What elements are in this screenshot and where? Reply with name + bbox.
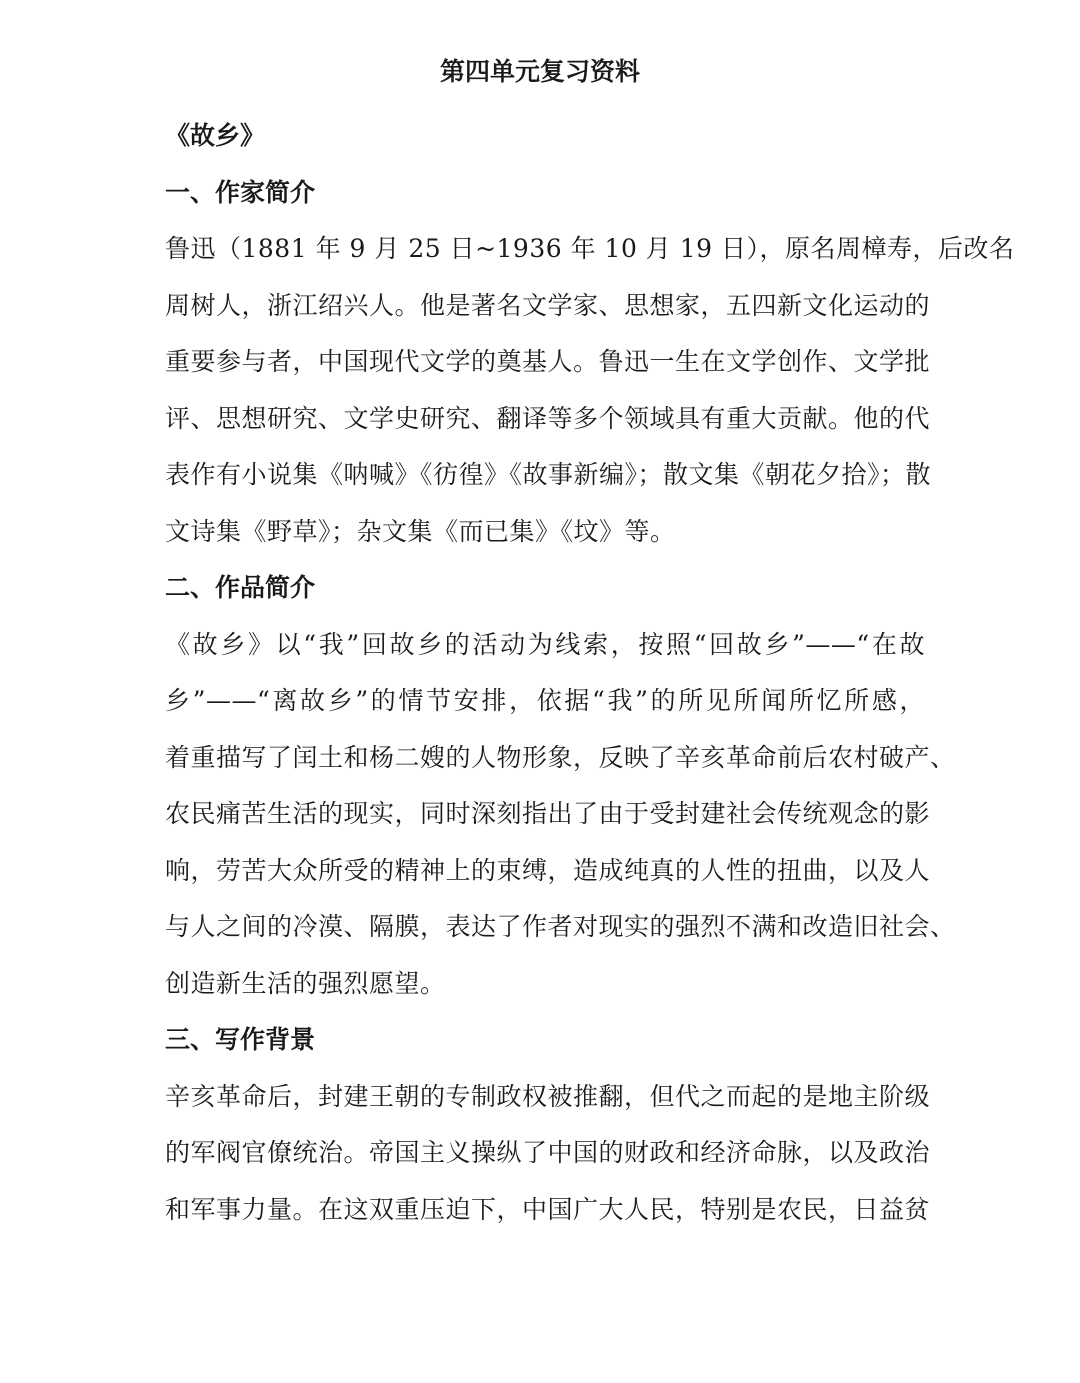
paragraph-line: 重要参与者，中国现代文学的奠基人。鲁迅一生在文学创作、文学批: [165, 347, 931, 376]
paragraph-line: 表作有小说集《呐喊》《彷徨》《故事新编》；散文集《朝花夕拾》；散: [165, 460, 932, 489]
paragraph-line: 乡”——“离故乡”的情节安排，依据“我”的所见所闻所忆所感，: [165, 686, 925, 715]
section-body-background: [165, 1069, 931, 1239]
paragraph-line: 着重描写了闰土和杨二嫂的人物形象，反映了辛亥革命前后农村破产、: [165, 742, 956, 772]
section-body-work: [165, 617, 956, 1013]
paragraph-line: 与人之间的冷漠、隔膜，表达了作者对现实的强烈不满和改造旧社会、: [165, 912, 956, 941]
paragraph-line: 和军事力量。在这双重压迫下，中国广大人民，特别是农民，日益贫: [165, 1194, 931, 1224]
paragraph-line: 的军阀官僚统治。帝国主义操纵了中国的财政和经济命脉，以及政治: [165, 1138, 931, 1167]
document-content: [165, 108, 1015, 1238]
paragraph-line: 创造新生活的强烈愿望。: [165, 968, 446, 998]
section-heading-background: 三、写作背景: [165, 1025, 316, 1054]
paragraph-line: 鲁迅（1881 年 9 月 25 日~1936 年 10 月 19 日），原名周樟寿，后改名: [165, 234, 1015, 263]
paragraph-line: 辛亥革命后，封建王朝的专制政权被推翻，但代之而起的是地主阶级: [165, 1081, 931, 1111]
document-title: 第四单元复习资料: [439, 57, 640, 86]
section-heading-author: 一、作家简介: [165, 177, 316, 207]
section-heading-work: 二、作品简介: [165, 573, 316, 602]
paragraph-line: 文诗集《野草》；杂文集《而已集》《坟》等。: [165, 516, 676, 546]
paragraph-line: 周树人，浙江绍兴人。他是著名文学家、思想家，五四新文化运动的: [165, 290, 931, 320]
paragraph-line: 评、思想研究、文学史研究、翻译等多个领域具有重大贡献。他的代: [165, 403, 931, 433]
paragraph-line: 《故乡》以“我”回故乡的活动为线索，按照“回故乡”——“在故: [165, 629, 925, 659]
article-title: 《故乡》: [165, 121, 266, 150]
section-body-author: [165, 221, 1015, 560]
paragraph-line: 响，劳苦大众所受的精神上的束缚，造成纯真的人性的扭曲，以及人: [165, 855, 931, 885]
paragraph-line: 农民痛苦生活的现实，同时深刻指出了由于受封建社会传统观念的影: [165, 799, 931, 828]
